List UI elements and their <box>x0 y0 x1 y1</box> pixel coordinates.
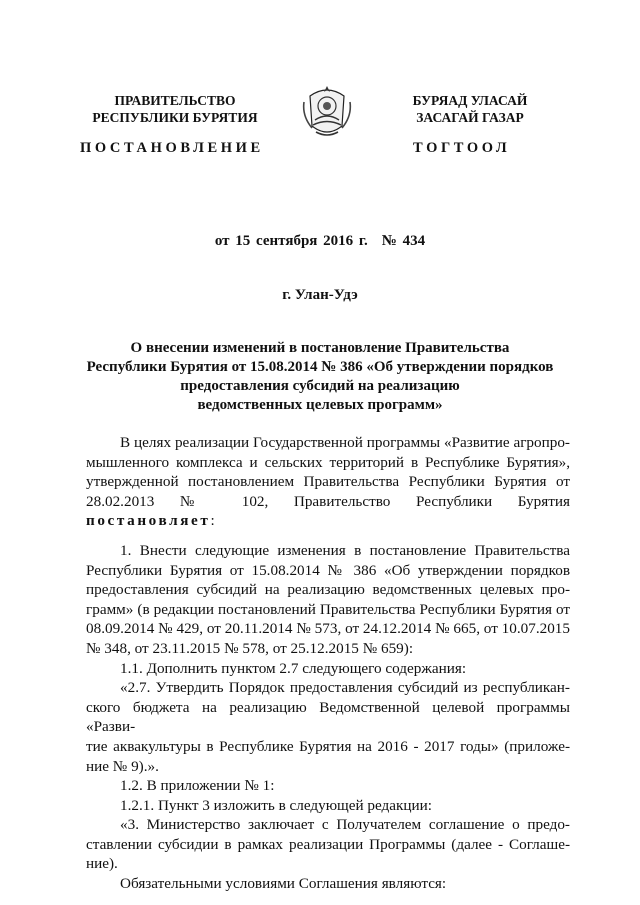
document-title <box>80 339 560 415</box>
body-line: ского бюджета на реализацию Ведомственной целевой программы «Разви- <box>86 698 570 736</box>
body-line: 1.1. Дополнить пунктом 2.7 следующего содержания: <box>120 659 467 677</box>
government-name-line: ПРАВИТЕЛЬСТВО <box>114 93 236 108</box>
title-line: предоставления субсидий на реализацию <box>180 378 460 394</box>
body-line: Обязательными условиями Соглашения являются: <box>120 875 447 893</box>
title-line: Республики Бурятия от 15.08.2014 № 386 «Об утверждении порядков <box>86 359 554 375</box>
body-line: «3. Министерство заключает с Получателем соглашение о предо- <box>120 816 570 834</box>
government-name-line: ЗАСАГАЙ ГАЗАР <box>416 110 524 125</box>
document-type-buryat: ТОГТООЛ <box>413 140 511 156</box>
body-line: 1. Внести следующие изменения в постановление Правительства <box>120 541 570 559</box>
government-name-buryat <box>395 92 545 126</box>
body-line: В целях реализации Государственной программы «Развитие агропро- <box>120 434 570 451</box>
body-line: № 348, от 23.11.2015 № 578, от 25.12.2015 № 659): <box>86 639 414 657</box>
body-line: предоставления субсидий на реализацию ведомственных целевых про- <box>86 581 570 599</box>
resolution-keyword: постановляет <box>86 512 211 530</box>
title-line: ведомственных целевых программ» <box>197 397 443 413</box>
document-date: от 15 сентября 2016 г. <box>214 233 368 249</box>
document-number: № 434 <box>381 233 426 249</box>
document-date-line <box>0 233 640 250</box>
title-line: О внесении изменений в постановление Правительства <box>130 340 510 356</box>
body-text: 28.02.2013 № 102, Правительство Республики Бурятия <box>86 492 570 510</box>
body-line: «2.7. Утвердить Порядок предоставления субсидий из республикан- <box>120 679 570 697</box>
body-line: ние № 9).». <box>86 757 159 775</box>
government-name-russian <box>85 92 265 126</box>
body-line: утвержденной постановлением Правительства Республики Бурятия от <box>86 473 570 491</box>
document-body <box>86 433 570 894</box>
body-line <box>86 492 570 531</box>
document-type-russian: ПОСТАНОВЛЕНИЕ <box>80 140 264 156</box>
body-line: ние). <box>86 855 118 873</box>
body-line: грамм» (в редакции постановлений Правительства Республики Бурятия от <box>86 600 570 618</box>
coat-of-arms-emblem-icon <box>298 82 356 140</box>
government-name-line: РЕСПУБЛИКИ БУРЯТИЯ <box>92 110 258 125</box>
body-line: ставлении субсидии в рамках реализации Программы (далее - Соглаше- <box>86 835 570 853</box>
document-city: г. Улан-Удэ <box>282 287 358 303</box>
body-line: Республики Бурятия от 15.08.2014 № 386 «Об утверждении порядков <box>86 561 570 579</box>
government-name-line: БУРЯАД УЛАСАЙ <box>412 93 528 108</box>
body-line: 1.2.1. Пункт 3 изложить в следующей редакции: <box>120 796 433 814</box>
body-text: : <box>210 512 215 530</box>
body-line: 1.2. В приложении № 1: <box>120 777 275 795</box>
body-line: 08.09.2014 № 429, от 20.11.2014 № 573, от 24.12.2014 № 665, от 10.07.2015 <box>86 620 570 638</box>
body-line: тие аквакультуры в Республике Бурятия на 2016 - 2017 годы» (приложе- <box>86 737 570 755</box>
body-line: мышленного комплекса и сельских территорий в Республике Бурятия», <box>86 453 570 471</box>
